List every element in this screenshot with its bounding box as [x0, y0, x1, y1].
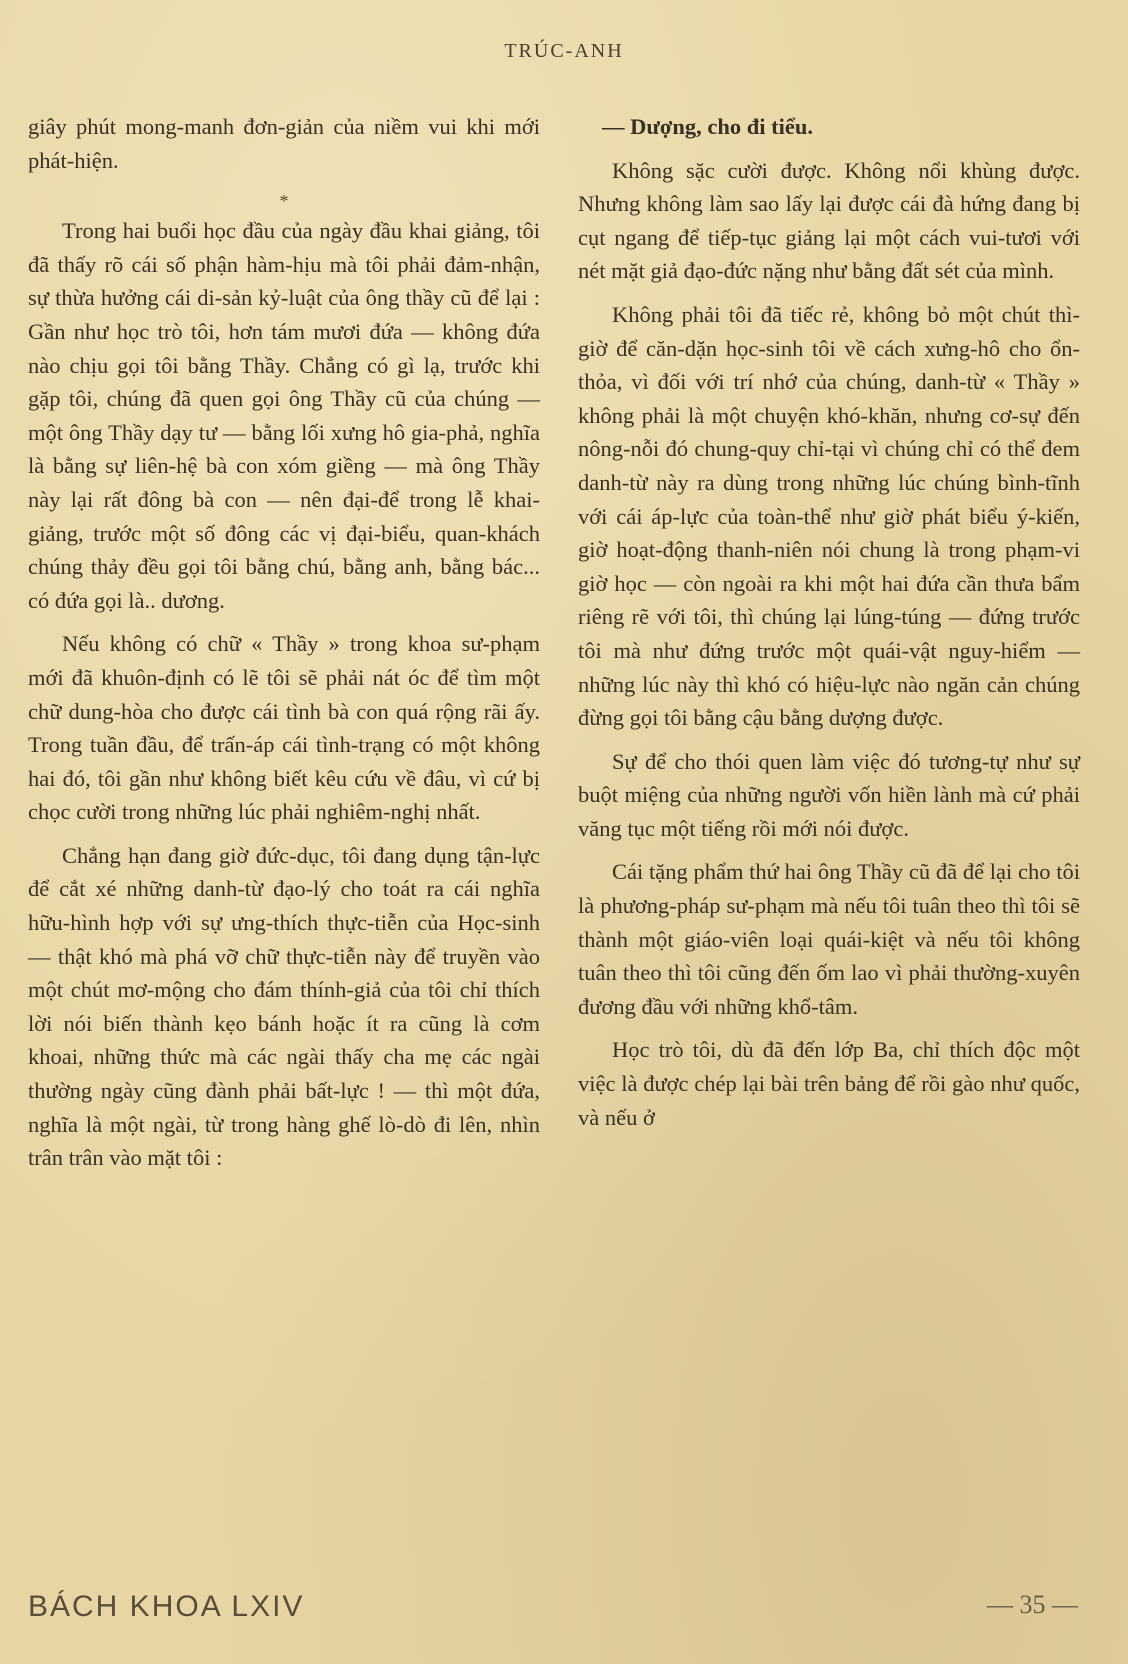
left-column [28, 110, 540, 1185]
right-column [578, 110, 1080, 1144]
paragraph: Cái tặng phẩm thứ hai ông Thầy cũ đã để lại cho tôi là phương-pháp sư-phạm mà nếu tôi tuân theo thì tôi sẽ thành một giáo-viên loại quái-kiệt và nếu tôi không tuân theo thì tôi cũng đến ốm lao vì phải thường-xuyên đương đầu với những khổ-tâm. [578, 859, 1080, 1019]
paragraph: Nếu không có chữ « Thầy » trong khoa sư-phạm mới đã khuôn-định có lẽ tôi sẽ phải nát óc để tìm một chữ dung-hòa cho được cái tình bà con quá rộng rãi ấy. Trong tuần đầu, để trấn-áp cái tình-trạng có một không hai đó, tôi gần như không biết kêu cứu về đâu, vì cứ bị chọc cười trong những lúc phải nghiêm-nghị nhất. [28, 631, 540, 825]
star-separator-icon: * [279, 191, 289, 212]
paragraph: Chẳng hạn đang giờ đức-dục, tôi đang dụng tận-lực để cắt xé những danh-từ đạo-lý cho toát ra cái nghĩa hữu-hình hợp với sự ưng-thích thực-tiễn của Học-sinh — thật khó mà phá vỡ chữ thực-tiễn này để truyền vào một chút mơ-mộng cho đám thính-giả của tôi chỉ thích lời nói biến thành kẹo bánh hoặc ít ra cũng là cơm khoai, những thức mà các ngài thấy cha mẹ các ngài thường ngày cũng đành phải bất-lực ! — thì một đứa, nghĩa là một ngài, từ trong hàng ghế lò-dò đi lên, nhìn trân trân vào mặt tôi : [28, 842, 540, 1171]
paragraph: Không sặc cười được. Không nổi khùng được. Nhưng không làm sao lấy lại được cái đà hứng đang bị cụt ngang để tiếp-tục giảng lại một cách vui-tươi với nét mặt giả đạo-đức nặng như bằng đất sét của mình. [578, 157, 1080, 284]
paragraph: giây phút mong-manh đơn-giản của niềm vui khi mới phát-hiện. [28, 114, 540, 173]
dialogue-line: — Dượng, cho đi tiểu. [602, 114, 813, 139]
page-number: — 35 — [987, 1590, 1078, 1619]
paragraph: Trong hai buổi học đầu của ngày đầu khai giảng, tôi đã thấy rõ cái số phận hàm-hịu mà tôi phải đảm-nhận, sự thừa hưởng cái di-sản kỷ-luật của ông thầy cũ để lại : Gần như học trò tôi, hơn tám mươi đứa — không đứa nào chịu gọi tôi bằng Thầy. Chẳng có gì lạ, trước khi gặp tôi, chúng đã quen gọi ông Thầy cũ của chúng — một ông Thầy dạy tư — bằng lối xưng hô gia-phả, nghĩa là bằng sự liên-hệ bà con xóm giềng — mà ông Thầy này lại rất đông bà con — nên đại-để trong lễ khai-giảng, trước một số đông các vị đại-biểu, quan-khách chúng thảy đều gọi tôi bằng chú, bằng anh, bằng bác... có đứa gọi là.. dương. [28, 218, 540, 613]
paragraph: Học trò tôi, dù đã đến lớp Ba, chỉ thích độc một việc là được chép lại bài trên bảng để rồi gào như quốc, và nếu ở [578, 1037, 1080, 1130]
paragraph: Không phải tôi đã tiếc rẻ, không bỏ một chút thì-giờ để căn-dặn học-sinh tôi về cách xưng-hô cho ổn-thỏa, vì đối với trí nhớ của chúng, danh-từ « Thầy » không phải là một chuyện khó-khăn, nhưng cơ-sự đến nông-nỗi đó chung-quy chỉ-tại vì chúng chỉ có thể đem danh-từ này ra dùng trong những lúc chúng bình-tĩnh với cái áp-lực của toàn-thể như giờ phát biểu ý-kiến, giờ hoạt-động thanh-niên nói chung là trong phạm-vi giờ học — còn ngoài ra khi một hai đứa cần thưa bẩm riêng rẽ với tôi, thì chúng lại lúng-túng — đứng trước tôi mà như đứng trước một quái-vật nguy-hiểm — những lúc này thì khó có hiệu-lực nào ngăn cản chúng đừng gọi tôi bằng cậu bằng dượng được. [578, 301, 1080, 731]
running-header: TRÚC-ANH [504, 40, 624, 62]
paragraph: Sự để cho thói quen làm việc đó tương-tự như sự buột miệng của những người vốn hiền lành mà cứ phải văng tục một tiếng rồi mới nói được. [578, 748, 1080, 841]
publication-footer: BÁCH KHOA LXIV [28, 1590, 305, 1623]
section-separator [28, 187, 540, 214]
